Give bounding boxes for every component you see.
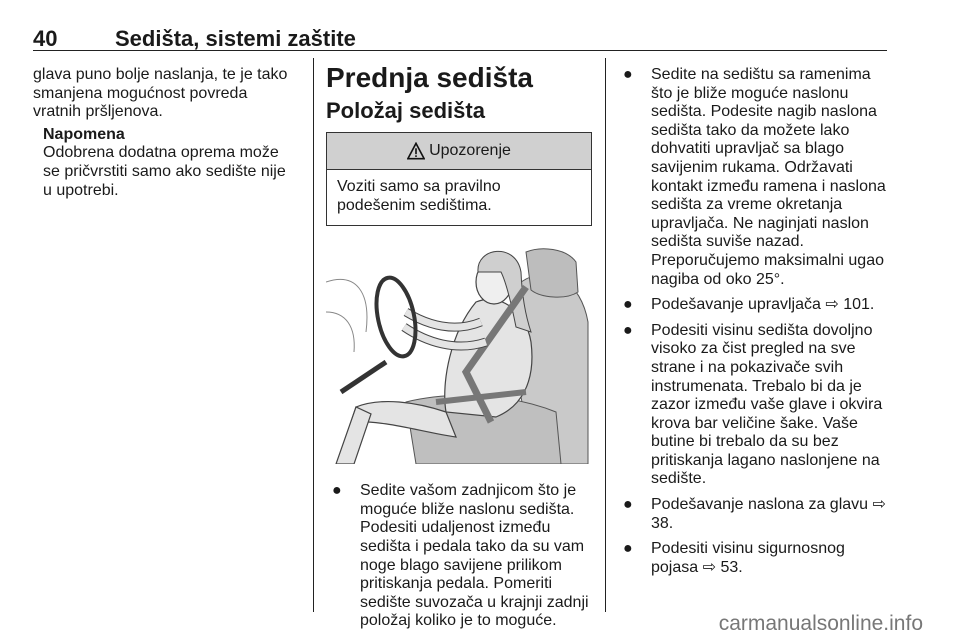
warning-header xyxy=(327,133,591,170)
note-title: Napomena xyxy=(43,125,125,143)
bullet-text: Sedite vašom zadnjicom što je moguće bliže naslonu sedišta. Podesiti udaljenost između sedišta i pedala tako da su vam noge blago savijene prilikom pritiskanja pedala. Pomeriti sedište suvozača u krajnji zadnji položaj koliko je to moguće. xyxy=(360,482,589,630)
warning-title: Upozorenje xyxy=(429,141,511,159)
list-item xyxy=(617,296,887,315)
bullet-icon: ● xyxy=(623,296,633,314)
list-item xyxy=(617,496,887,533)
column-divider-left xyxy=(313,58,314,612)
page-number: 40 xyxy=(33,26,58,51)
note-block xyxy=(43,126,299,200)
page-header xyxy=(33,0,887,51)
bullet-text: Sedite na sedištu sa ramenima što je bliže moguće naslonu sedišta. Podesite nagib naslona sedišta tako da možete lako dohvatiti upravljač sa blago savijenim rukama. Održavati kontakt između ramena i naslona sedišta za vreme okretanja upravljača. Ne naginjati naslon sedišta suviše nazad. Preporučujemo maksimalni ugao nagiba od oko 25°. xyxy=(651,66,886,288)
bullet-icon: ● xyxy=(623,540,633,558)
bullet-list-middle xyxy=(326,482,596,631)
section-heading: Prednja sedišta xyxy=(326,62,533,93)
bullet-icon: ● xyxy=(623,321,633,339)
warning-text: Voziti samo sa pravilno podešenim sedištima. xyxy=(337,178,501,214)
driver-seat-drawing xyxy=(326,242,592,464)
bullet-text: Podešavanje naslona za glavu ⇨ 38. xyxy=(651,496,886,532)
chapter-title: Sedišta, sistemi zaštite xyxy=(115,26,356,51)
list-item xyxy=(617,322,887,489)
bullet-text: Podesiti visinu sigurnosnog pojasa ⇨ 53. xyxy=(651,540,845,576)
bullet-list-right xyxy=(617,66,887,577)
list-item xyxy=(617,540,887,577)
bullet-icon: ● xyxy=(332,482,342,500)
column-middle xyxy=(326,60,596,638)
subsection-heading: Položaj sedišta xyxy=(326,98,485,123)
intro-paragraph: glava puno bolje naslanja, te je tako smanjena mogućnost povreda vratnih pršljenova. xyxy=(33,66,288,121)
column-right xyxy=(617,60,887,584)
bullet-text: Podešavanje upravljača ⇨ 101. xyxy=(651,296,875,314)
warning-box xyxy=(326,132,592,226)
list-item xyxy=(617,66,887,289)
column-divider-right xyxy=(605,58,606,612)
bullet-text: Podesiti visinu sedišta dovoljno visoko za čist pregled na sve strane i na pokazivače svih instrumenata. Trebalo bi da je zazor između vaše glave i okvira krova bar veličine šake. Vaše butine bi trebalo da su bez pritiskanja lagano naslonjene na sedište. xyxy=(651,321,883,488)
watermark: carmanualsonline.info xyxy=(718,612,923,635)
note-text: Odobrena dodatna oprema može se pričvrstiti samo ako sedište nije u upotrebi. xyxy=(43,144,286,199)
list-item xyxy=(326,482,596,631)
bullet-icon: ● xyxy=(623,496,633,514)
warning-triangle-icon xyxy=(407,142,425,160)
bullet-icon: ● xyxy=(623,66,633,83)
column-left xyxy=(33,60,299,200)
seat-position-illustration xyxy=(326,242,592,464)
